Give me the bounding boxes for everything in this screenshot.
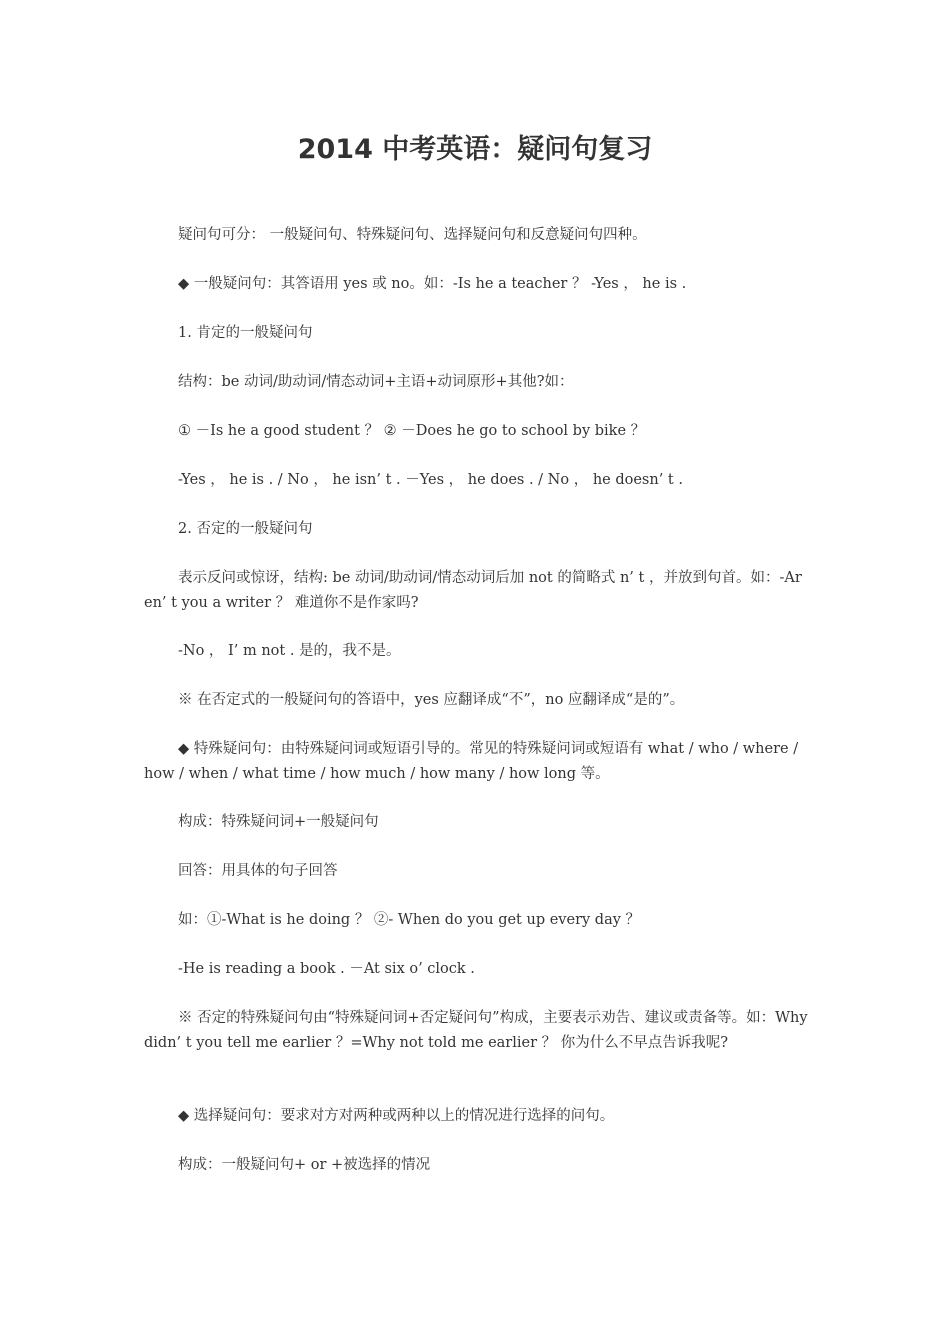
paragraph-special-examples: 如：①-What is he doing ？ ②- When do you get up every day ？ (178, 912, 641, 928)
paragraph-note-yes-no: ※ 在否定式的一般疑问句的答语中，yes 应翻译成“不”，no 应翻译成“是的”。 (178, 692, 685, 708)
paragraph-example-questions: ① －Is he a good student ？ ② －Does he go to school by bike ？ (178, 423, 646, 439)
paragraph-structure: 结构：be 动词/助动词/情态动词+主语+动词原形+其他?如： (178, 374, 574, 390)
paragraph-choice-question: ◆ 选择疑问句：要求对方对两种或两种以上的情况进行选择的问句。 (178, 1108, 615, 1124)
paragraph-example-answers: -Yes ， he is . / No ， he isn’ t . －Yes ， he does . / No ， he doesn’ t . (178, 472, 683, 488)
paragraph-intro: 疑问句可分： 一般疑问句、特殊疑问句、选择疑问句和反意疑问句四种。 (178, 227, 647, 243)
paragraph-negative-structure: 表示反问或惊讶，结构: be 动词/助动词/情态动词后加 not 的简略式 n’ t ，并放到句首。如：-Aren’ t you a writer ？ 难道你不是作家吗? (144, 570, 802, 611)
paragraph-special-example-answers: -He is reading a book . －At six o’ clock . (178, 961, 475, 977)
paragraph-general-question: ◆ 一般疑问句：其答语用 yes 或 no。如：-Is he a teacher ？ -Yes ， he is . (178, 276, 687, 292)
paragraph-note-negative-special: ※ 否定的特殊疑问句由“特殊疑问词+否定疑问句”构成，主要表示劝告、建议或责备等。如：Why didn’ t you tell me earlier ？=Why not told me earlier ？ 你为什么不早点告诉我呢? (144, 1010, 808, 1051)
paragraph-special-question: ◆ 特殊疑问句：由特殊疑问词或短语引导的。常见的特殊疑问词或短语有 what / who / where / how / when / what time / how much / how many / how long 等。 (144, 741, 799, 782)
paragraph-negative-answer: -No ， I’ m not . 是的，我不是。 (178, 643, 401, 659)
paragraph-special-answer: 回答：用具体的句子回答 (178, 863, 338, 879)
paragraph-negative-heading: 2. 否定的一般疑问句 (178, 521, 313, 537)
paragraph-choice-structure: 构成：一般疑问句+ or +被选择的情况 (178, 1157, 431, 1173)
paragraph-affirmative-heading: 1. 肯定的一般疑问句 (178, 325, 313, 341)
paragraph-special-structure: 构成：特殊疑问词+一般疑问句 (178, 814, 379, 830)
document-title: 2014 中考英语：疑问句复习 (297, 134, 653, 165)
